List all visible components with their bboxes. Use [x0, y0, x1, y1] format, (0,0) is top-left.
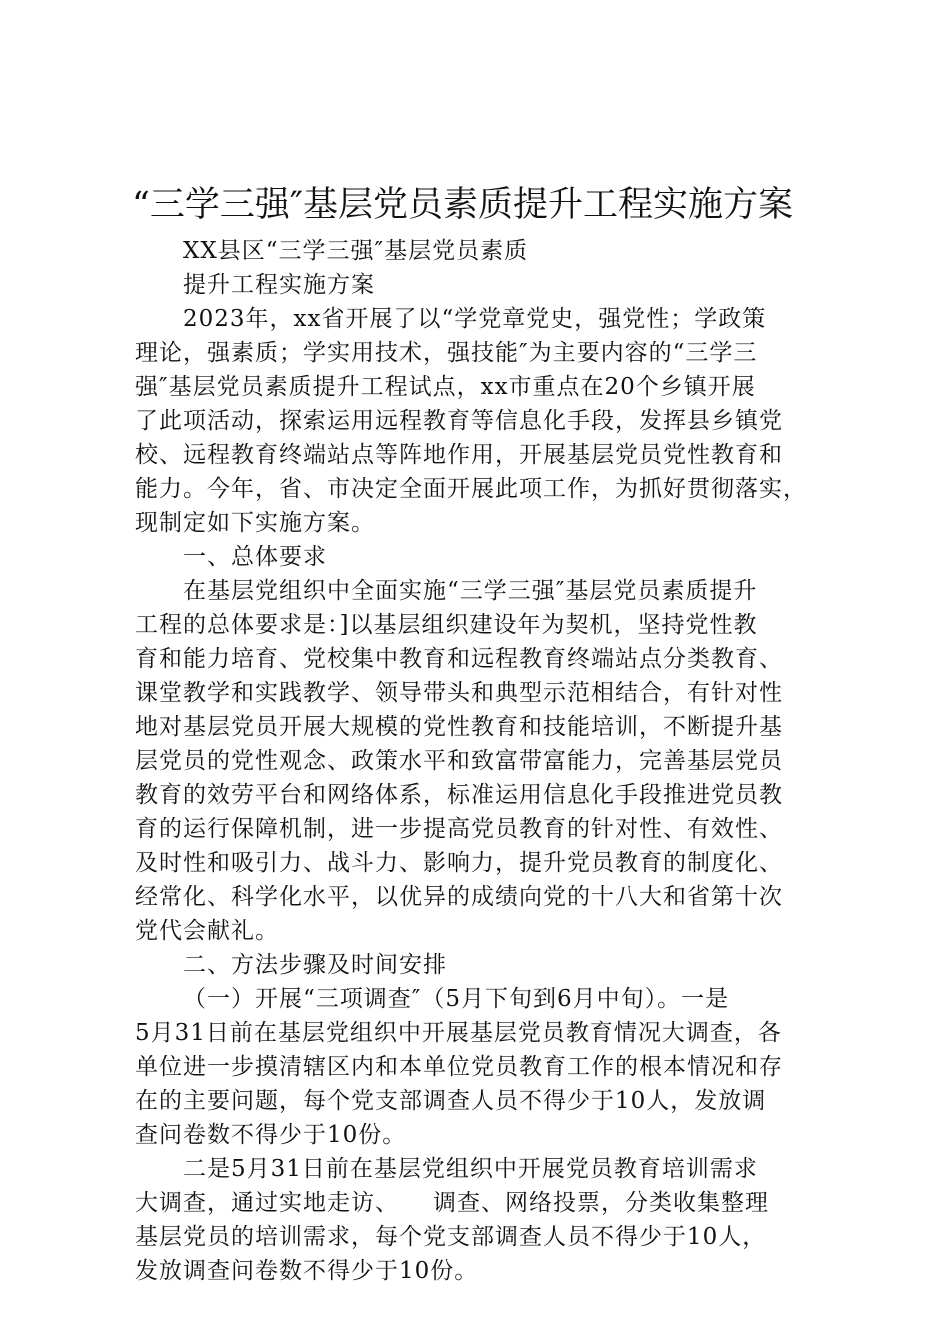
paragraph-3-line-4: 在的主要问题，每个党支部调查人员不得少于10人，发放调	[135, 1088, 767, 1114]
paragraph-1-line-6: 能力。今年，省、市决定全面开展此项工作，为抓好贯彻落实，	[135, 476, 807, 502]
section-heading-2: 二、方法步骤及时间安排	[183, 952, 447, 978]
paragraph-2-line-9: 及时性和吸引力、战斗力、影响力，提升党员教育的制度化、	[135, 850, 783, 876]
paragraph-1-line-1: 2023年，xx省开展了以“学党章党史，强党性；学政策	[183, 306, 767, 332]
section-heading-1: 一、总体要求	[183, 544, 327, 570]
paragraph-3-line-3: 单位进一步摸清辖区内和本单位党员教育工作的根本情况和存	[135, 1054, 783, 1080]
paragraph-1-line-5: 校、远程教育终端站点等阵地作用，开展基层党员党性教育和	[135, 442, 783, 468]
paragraph-1-line-7: 现制定如下实施方案。	[135, 510, 375, 536]
paragraph-1-line-3: 强″基层党员素质提升工程试点，xx市重点在20个乡镇开展	[135, 374, 756, 400]
paragraph-2-line-6: 层党员的党性观念、政策水平和致富带富能力，完善基层党员	[135, 748, 783, 774]
paragraph-1-line-2: 理论，强素质；学实用技术，强技能″为主要内容的“三学三	[135, 340, 758, 366]
paragraph-2-line-3: 育和能力培育、党校集中教育和远程教育终端站点分类教育、	[135, 646, 783, 672]
paragraph-2-line-7: 教育的效劳平台和网络体系，标准运用信息化手段推进党员教	[135, 782, 783, 808]
paragraph-4-line-1: 二是5月31日前在基层党组织中开展党员教育培训需求	[183, 1156, 758, 1182]
document-body	[135, 234, 835, 1288]
paragraph-3-line-1: （一）开展“三项调查″（5月下旬到6月中旬）。一是	[183, 986, 730, 1012]
paragraph-2-line-10: 经常化、科学化水平，以优异的成绩向党的十八大和省第十次	[135, 884, 783, 910]
paragraph-3-line-2: 5月31日前在基层党组织中开展基层党员教育情况大调查，各	[135, 1020, 782, 1046]
subtitle-line-2: 提升工程实施方案	[183, 272, 375, 298]
paragraph-1-line-4: 了此项活动，探索运用远程教育等信息化手段，发挥县乡镇党	[135, 408, 783, 434]
document-title: “三学三强″基层党员素质提升工程实施方案	[132, 185, 793, 225]
paragraph-2-line-5: 地对基层党员开展大规模的党性教育和技能培训，不断提升基	[135, 714, 783, 740]
paragraph-4-line-3: 基层党员的培训需求，每个党支部调查人员不得少于10人，	[135, 1224, 767, 1250]
paragraph-2-line-1: 在基层党组织中全面实施“三学三强″基层党员素质提升	[183, 578, 758, 604]
paragraph-4-line-2	[135, 1186, 835, 1220]
paragraph-3-line-5: 查问卷数不得少于10份。	[135, 1122, 407, 1148]
paragraph-4-line-2-part-2: 调查、网络投票，分类收集整理	[433, 1190, 769, 1216]
paragraph-2-line-11: 党代会献礼。	[135, 918, 279, 944]
paragraph-2-line-8: 育的运行保障机制，进一步提高党员教育的针对性、有效性、	[135, 816, 783, 842]
subtitle-line-1: XX县区“三学三强″基层党员素质	[183, 238, 529, 264]
paragraph-4-line-2-part-1: 大调查，通过实地走访、	[135, 1190, 399, 1216]
paragraph-2-line-4: 课堂教学和实践教学、领导带头和典型示范相结合，有针对性	[135, 680, 783, 706]
paragraph-4-line-4: 发放调查问卷数不得少于10份。	[135, 1258, 479, 1284]
paragraph-2-line-2: 工程的总体要求是：]以基层组织建设年为契机，坚持党性教	[135, 612, 758, 638]
